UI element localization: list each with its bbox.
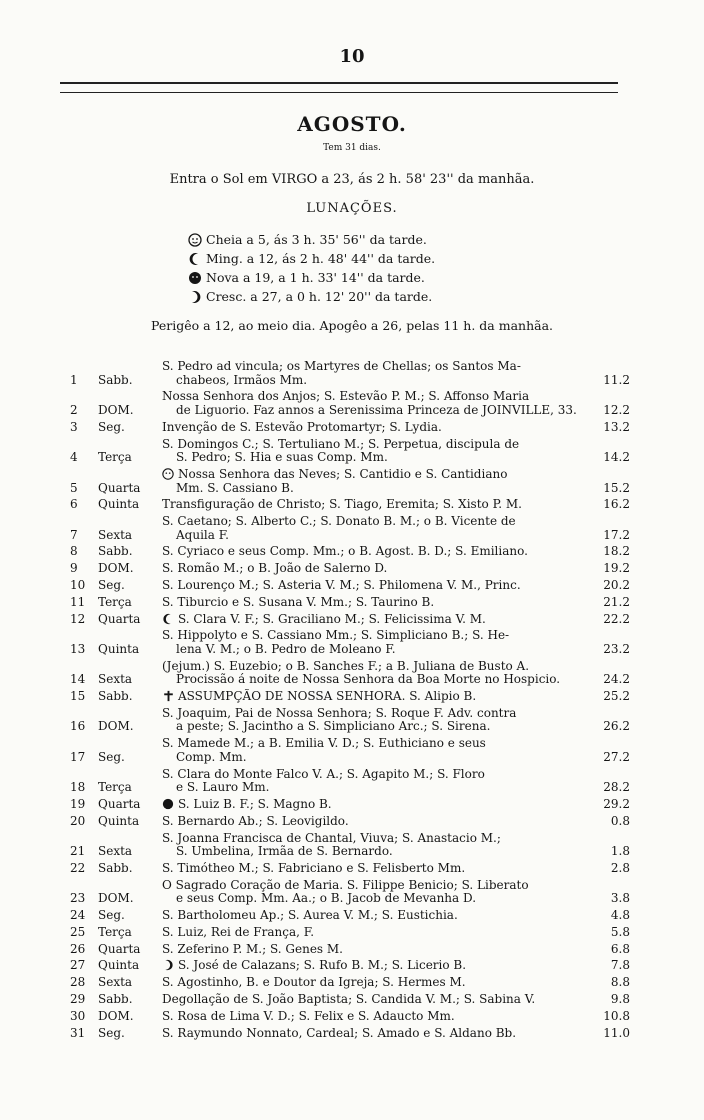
weekday: Sexta — [98, 844, 133, 859]
moon-age: 6.8 — [610, 941, 630, 956]
saints-line: Procissão á noite de Nossa Senhora da Boa Morte no Hospicio. — [176, 672, 561, 687]
saints-line: S. Zeferino P. M.; S. Genes M. — [162, 941, 343, 956]
page-number: 10 — [339, 46, 365, 67]
day-number: 11 — [70, 594, 86, 609]
weekday: Quarta — [98, 611, 141, 626]
weekday: Quarta — [98, 480, 141, 495]
saints-line: (Jejum.) S. Euzebio; o B. Sanches F.; a B. Juliana de Busto A. — [162, 658, 530, 673]
saints-line: S. Hippolyto e S. Cassiano Mm.; S. Simpliciano B.; S. He- — [162, 628, 510, 643]
moon-age: 15.2 — [603, 480, 630, 495]
day-number: 3 — [70, 419, 78, 434]
day-number: 31 — [70, 1025, 86, 1040]
saints-line: S. Joaquim, Pai de Nossa Senhora; S. Roque F. Adv. contra — [162, 705, 517, 720]
saints-line: S. Pedro; S. Hia e suas Comp. Mm. — [176, 450, 388, 465]
saints-line: Transfiguração de Christo; S. Tiago, Eremita; S. Xisto P. M. — [162, 497, 522, 512]
day-number: 13 — [70, 641, 86, 656]
saints-line — [162, 690, 584, 704]
weekday: Quinta — [98, 813, 140, 828]
sun-entry: Entra o Sol em VIRGO a 23, ás 2 h. 58' 23'' da manhãa. — [169, 172, 535, 187]
saints-line: a peste; S. Jacintho a S. Simpliciano Arc.; S. Sirena. — [176, 719, 491, 734]
moon-age: 1.8 — [610, 844, 630, 859]
saints-text — [162, 498, 588, 512]
saints-text — [162, 613, 588, 627]
moon-age: 10.8 — [603, 1008, 630, 1023]
weekday: Terça — [98, 450, 132, 465]
weekday: Seg. — [98, 749, 125, 764]
saints-text — [162, 993, 588, 1007]
moon-age: 4.8 — [610, 908, 630, 923]
saints-text — [162, 737, 588, 764]
saints-line: S. Mamede M.; a B. Emilia V. D.; S. Euthiciano e seus — [162, 736, 486, 751]
saints-line-text: S. José de Calazans; S. Rufo B. M.; S. Licerio B. — [178, 958, 467, 973]
calendar-row — [70, 596, 630, 610]
saints-line-text: Nossa Senhora das Neves; S. Cantidio e S. Cantidiano — [178, 466, 508, 481]
day-number: 20 — [70, 813, 86, 828]
calendar-row — [70, 545, 630, 559]
saints-text — [162, 660, 588, 687]
saints-line: S. Bartholomeu Ap.; S. Aurea V. M.; S. Eustichia. — [162, 908, 458, 923]
saints-text — [162, 421, 588, 435]
saints-line: Mm. S. Cassiano B. — [176, 480, 294, 495]
day-number: 6 — [70, 497, 78, 512]
moon-age: 19.2 — [603, 561, 630, 576]
saints-text — [162, 390, 588, 417]
weekday: Seg. — [98, 578, 125, 592]
saints-text — [162, 959, 588, 973]
calendar-row — [70, 959, 630, 973]
saints-line — [162, 613, 584, 627]
saints-text — [162, 832, 588, 859]
saints-text — [162, 815, 588, 829]
moon-age: 18.2 — [603, 544, 630, 559]
saints-line — [162, 468, 584, 482]
weekday: Quinta — [98, 497, 140, 512]
weekday: DOM. — [98, 561, 134, 576]
day-number: 28 — [70, 975, 86, 990]
moon-age: 27.2 — [603, 749, 630, 764]
saints-text — [162, 943, 588, 957]
weekday: Quarta — [98, 797, 141, 811]
saints-line: S. Clara do Monte Falco V. A.; S. Agapito M.; S. Floro — [162, 766, 485, 781]
weekday: DOM. — [98, 891, 134, 906]
weekday: Seg. — [98, 908, 125, 923]
day-number: 18 — [70, 780, 86, 795]
calendar-row — [70, 832, 630, 859]
day-number: 30 — [70, 1008, 86, 1023]
weekday: Sabb. — [98, 372, 133, 387]
saints-text — [162, 596, 588, 610]
saints-line-text: ASSUMPÇÃO DE NOSSA SENHORA. S. Alipio B. — [178, 689, 477, 704]
day-number: 19 — [70, 797, 86, 811]
saints-line-text: S. Clara V. F.; S. Graciliano M.; S. Felicissima V. M. — [178, 611, 486, 626]
saints-text — [162, 798, 588, 812]
saints-text — [162, 690, 588, 704]
moon-age: 20.2 — [603, 578, 630, 592]
moon-age: 2.8 — [610, 860, 630, 875]
header-rule — [60, 82, 618, 93]
weekday: Terça — [98, 924, 132, 939]
calendar-row — [70, 976, 630, 990]
calendar-row — [70, 660, 630, 687]
month-title: AGOSTO. — [297, 112, 407, 136]
calendar-row — [70, 798, 630, 812]
moon-age: 23.2 — [603, 641, 630, 656]
moon-age: 11.0 — [603, 1025, 630, 1040]
waxing-moon-icon — [162, 959, 175, 971]
day-number: 15 — [70, 689, 86, 704]
moon-age: 11.2 — [603, 372, 630, 387]
saints-text — [162, 545, 588, 559]
day-number: 2 — [70, 402, 78, 417]
saints-line: S. Romão M.; o B. João de Salerno D. — [162, 561, 388, 576]
cross-icon — [162, 690, 175, 702]
phase-text: Nova a 19, a 1 h. 33' 14'' da tarde. — [206, 270, 425, 285]
calendar-row — [70, 690, 630, 704]
saints-text — [162, 768, 588, 795]
phase-row — [184, 268, 514, 287]
calendar-row — [70, 468, 630, 495]
saints-line: O Sagrado Coração de Maria. S. Filippe Benicio; S. Liberato — [162, 877, 529, 892]
moon-age: 0.8 — [610, 813, 630, 828]
saints-line: Degollação de S. João Baptista; S. Candida V. M.; S. Sabina V. — [162, 992, 536, 1006]
calendar-row — [70, 815, 630, 829]
saints-text — [162, 707, 588, 734]
calendar-row — [70, 579, 630, 593]
saints-text — [162, 562, 588, 576]
weekday: Sabb. — [98, 992, 133, 1006]
saints-line: S. Rosa de Lima V. D.; S. Felix e S. Adaucto Mm. — [162, 1008, 455, 1023]
saints-line: de Liguorio. Faz annos a Serenissima Princeza de JOINVILLE, 33. — [176, 402, 577, 417]
calendar-row — [70, 1027, 630, 1041]
saints-line: S. Agostinho, B. e Doutor da Igreja; S. Hermes M. — [162, 975, 466, 990]
calendar-row — [70, 629, 630, 656]
moon-age: 17.2 — [603, 527, 630, 542]
saints-line: S. Domingos C.; S. Tertuliano M.; S. Perpetua, discipula de — [162, 436, 520, 451]
saints-line: S. Luiz, Rei de França, F. — [162, 924, 315, 939]
moon-age: 3.8 — [610, 891, 630, 906]
calendar-row — [70, 737, 630, 764]
weekday: Seg. — [98, 419, 125, 434]
calendar-table — [70, 360, 630, 1040]
saints-line: e S. Lauro Mm. — [176, 780, 270, 795]
weekday: Terça — [98, 594, 132, 609]
waning-moon-icon — [162, 613, 175, 625]
day-number: 17 — [70, 749, 86, 764]
day-number: 14 — [70, 672, 86, 687]
saints-line: S. Timótheo M.; S. Fabriciano e S. Felisberto Mm. — [162, 860, 466, 875]
calendar-row — [70, 862, 630, 876]
moon-age: 24.2 — [603, 672, 630, 687]
moon-age: 8.8 — [610, 975, 630, 990]
day-number: 10 — [70, 578, 86, 592]
calendar-row — [70, 879, 630, 906]
moon-age: 22.2 — [603, 611, 630, 626]
moon-age: 14.2 — [603, 450, 630, 465]
calendar-row — [70, 1010, 630, 1024]
waning-moon-icon — [184, 252, 206, 266]
saints-line: S. Tiburcio e S. Susana V. Mm.; S. Taurino B. — [162, 594, 435, 609]
moon-age: 13.2 — [603, 419, 630, 434]
saints-line: chabeos, Irmãos Mm. — [176, 372, 308, 387]
day-number: 7 — [70, 527, 78, 542]
weekday: Sexta — [98, 975, 133, 990]
day-number: 27 — [70, 958, 86, 973]
saints-text — [162, 515, 588, 542]
full-moon-icon — [184, 233, 206, 247]
moon-age: 28.2 — [603, 780, 630, 795]
saints-line — [162, 798, 584, 812]
day-number: 8 — [70, 544, 78, 559]
saints-text — [162, 976, 588, 990]
moon-age: 26.2 — [603, 719, 630, 734]
weekday: DOM. — [98, 1008, 134, 1023]
saints-line: S. Umbelina, Irmãa de S. Bernardo. — [176, 844, 393, 859]
calendar-row — [70, 421, 630, 435]
calendar-row — [70, 943, 630, 957]
saints-text — [162, 1010, 588, 1024]
saints-line: lena V. M.; o B. Pedro de Moleano F. — [176, 641, 396, 656]
moon-age: 16.2 — [603, 497, 630, 512]
saints-line: Aquila F. — [176, 527, 229, 542]
saints-line: Nossa Senhora dos Anjos; S. Estevão P. M.; S. Affonso Maria — [162, 389, 530, 404]
day-number: 4 — [70, 450, 78, 465]
lunations-heading: LUNAÇÕES. — [306, 201, 398, 216]
day-number: 25 — [70, 924, 86, 939]
calendar-row — [70, 909, 630, 923]
saints-text — [162, 438, 588, 465]
moon-age: 29.2 — [603, 797, 630, 811]
saints-text — [162, 579, 588, 593]
day-number: 9 — [70, 561, 78, 576]
saints-line: Invenção de S. Estevão Protomartyr; S. Lydia. — [162, 419, 442, 434]
weekday: DOM. — [98, 402, 134, 417]
phase-text: Cheia a 5, ás 3 h. 35' 56'' da tarde. — [206, 232, 427, 247]
calendar-row — [70, 390, 630, 417]
saints-line: S. Pedro ad vincula; os Martyres de Chellas; os Santos Ma- — [162, 359, 521, 373]
calendar-row — [70, 707, 630, 734]
saints-text — [162, 879, 588, 906]
saints-line-text: S. Luiz B. F.; S. Magno B. — [178, 797, 332, 811]
phase-text: Ming. a 12, ás 2 h. 48' 44'' da tarde. — [206, 251, 436, 266]
day-number: 5 — [70, 480, 78, 495]
weekday: Sabb. — [98, 689, 133, 704]
weekday: Seg. — [98, 1025, 125, 1040]
calendar-row — [70, 360, 630, 387]
saints-line — [162, 959, 584, 973]
saints-line: S. Caetano; S. Alberto C.; S. Donato B. M.; o B. Vicente de — [162, 514, 516, 529]
calendar-row — [70, 515, 630, 542]
day-number: 22 — [70, 860, 86, 875]
new-moon-icon — [184, 271, 206, 285]
day-number: 29 — [70, 992, 86, 1006]
saints-text — [162, 360, 588, 387]
phase-row — [184, 249, 514, 268]
saints-text — [162, 862, 588, 876]
saints-line: Comp. Mm. — [176, 749, 247, 764]
calendar-row — [70, 926, 630, 940]
day-number: 21 — [70, 844, 86, 859]
weekday: Sabb. — [98, 860, 133, 875]
phase-row — [184, 230, 514, 249]
calendar-row — [70, 613, 630, 627]
weekday: Terça — [98, 780, 132, 795]
saints-text — [162, 629, 588, 656]
weekday: Quarta — [98, 941, 141, 956]
saints-line: S. Raymundo Nonnato, Cardeal; S. Amado e S. Aldano Bb. — [162, 1025, 517, 1040]
moon-age: 5.8 — [610, 924, 630, 939]
moon-phases — [184, 230, 514, 306]
day-number: 23 — [70, 891, 86, 906]
phase-text: Cresc. a 27, a 0 h. 12' 20'' da tarde. — [206, 289, 433, 304]
moon-age: 21.2 — [603, 594, 630, 609]
calendar-row — [70, 768, 630, 795]
saints-text — [162, 468, 588, 495]
new-moon-icon — [162, 798, 175, 810]
saints-text — [162, 1027, 588, 1041]
calendar-row — [70, 438, 630, 465]
weekday: Quinta — [98, 958, 140, 973]
calendar-row — [70, 993, 630, 1007]
days-note: Tem 31 dias. — [323, 143, 381, 153]
full-moon-icon — [162, 468, 175, 480]
calendar-row — [70, 562, 630, 576]
weekday: Sabb. — [98, 544, 133, 559]
phase-row — [184, 287, 514, 306]
saints-line: S. Joanna Francisca de Chantal, Viuva; S. Anastacio M.; — [162, 830, 501, 845]
moon-age: 9.8 — [610, 992, 630, 1006]
calendar-row — [70, 498, 630, 512]
weekday: Sexta — [98, 672, 133, 687]
saints-text — [162, 926, 588, 940]
saints-text — [162, 909, 588, 923]
day-number: 24 — [70, 908, 86, 923]
moon-age: 25.2 — [603, 689, 630, 704]
waxing-moon-icon — [184, 290, 206, 304]
moon-age: 7.8 — [610, 958, 630, 973]
perigee-line: Perigêo a 12, ao meio dia. Apogêo a 26, pelas 11 h. da manhãa. — [150, 318, 554, 333]
saints-line: S. Bernardo Ab.; S. Leovigildo. — [162, 813, 349, 828]
day-number: 26 — [70, 941, 86, 956]
saints-line: S. Cyriaco e seus Comp. Mm.; o B. Agost. B. D.; S. Emiliano. — [162, 544, 528, 559]
day-number: 16 — [70, 719, 86, 734]
weekday: Sexta — [98, 527, 133, 542]
moon-age: 12.2 — [603, 402, 630, 417]
saints-line: e seus Comp. Mm. Aa.; o B. Jacob de Mevanha D. — [176, 891, 477, 906]
day-number: 12 — [70, 611, 86, 626]
day-number: 1 — [70, 372, 78, 387]
weekday: DOM. — [98, 719, 134, 734]
weekday: Quinta — [98, 641, 140, 656]
saints-line: S. Lourenço M.; S. Asteria V. M.; S. Philomena V. M., Princ. — [162, 578, 521, 592]
